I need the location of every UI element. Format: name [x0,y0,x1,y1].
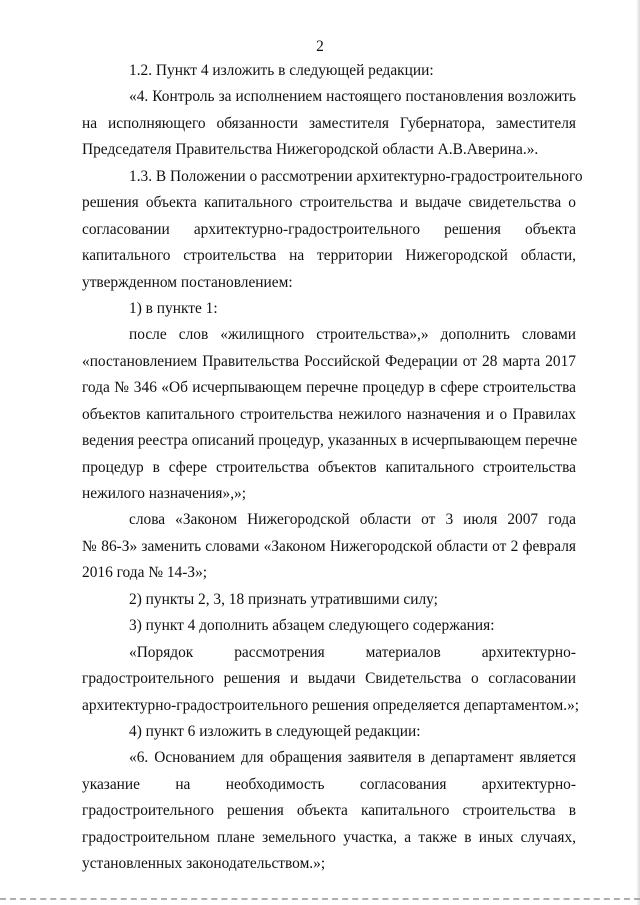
text-line: 2016 года № 14-З»; [82,564,208,582]
text-line: объектов капитального строительства нежилого назначения и о Правилах [82,405,576,423]
text-line: 1) в пункте 1: [129,299,218,317]
text-line: на исполняющего обязанности заместителя Губернатора, заместителя [82,114,576,132]
text-line: после слов «жилищного строительства»,» дополнить словами [129,326,576,344]
text-line: Председателя Правительства Нижегородской области А.В.Аверина.». [82,141,539,159]
text-line: установленных законодательством.»; [82,855,326,873]
text-line: «6. Основанием для обращения заявителя в департамент является [129,749,576,767]
text-line: «Порядок рассмотрения материалов архитектурно- [129,643,576,661]
text-line: года № 346 «Об исчерпывающем перечне процедур в сфере строительства [82,379,576,397]
text-line: 1.2. Пункт 4 изложить в следующей редакции: [129,62,434,79]
text-line: ведения реестра описаний процедур, указанных в исчерпывающем перечне [82,432,578,450]
text-line: «постановлением Правительства Российской Федерации от 28 марта 2017 [82,352,576,370]
text-line: 4) пункт 6 изложить в следующей редакции: [129,722,421,740]
page-edge-shadow [636,0,640,905]
text-line: архитектурно-градостроительного решения определяется департаментом.»; [82,696,580,714]
text-line: № 86-З» заменить словами «Законом Нижегородской области от 2 февраля [82,537,576,555]
text-line: указание на необходимость согласования архитектурно- [82,775,576,793]
scan-artifact-dashes [0,898,640,903]
text-line: градостроительном плане земельного участка, а также в иных случаях, [82,828,576,846]
text-line: согласовании архитектурно-градостроительного решения объекта [82,220,576,238]
text-line: утвержденном постановлением: [82,273,293,291]
text-line: решения объекта капитального строительства и выдаче свидетельства о [82,194,576,212]
text-line: 3) пункт 4 дополнить абзацем следующего содержания: [129,617,495,635]
page-number: 2 [316,38,324,55]
document-body [82,58,583,878]
text-line: «4. Контроль за исполнением настоящего постановления возложить [129,88,576,106]
text-line: градостроительного решения и выдачи Свидетельства о согласовании [82,670,576,688]
text-line: нежилого назначения»,»; [82,485,247,502]
text-line: процедур в сфере строительства объектов капитального строительства [82,458,576,476]
text-line: 1.3. В Положении о рассмотрении архитектурно-градостроительного [129,167,583,185]
text-line: градостроительного решения объекта капитального строительства в [82,802,576,820]
text-line: капитального строительства на территории Нижегородской области, [82,247,576,265]
text-line: слова «Законом Нижегородской области от 3 июля 2007 года [129,511,576,529]
text-line: 2) пункты 2, 3, 18 признать утратившими силу; [129,590,438,608]
